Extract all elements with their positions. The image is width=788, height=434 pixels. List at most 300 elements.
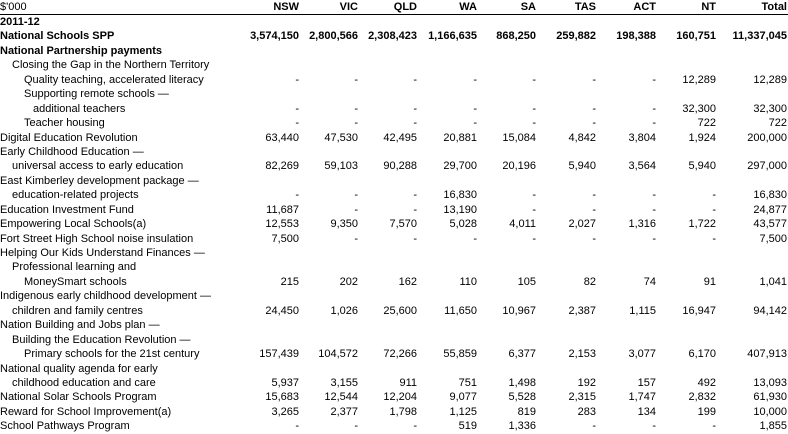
row-label: Supporting remote schools —	[24, 88, 169, 101]
cell-value: -	[712, 203, 716, 216]
cell-value: 134	[637, 405, 656, 418]
cell-value: 162	[398, 275, 417, 288]
cell-value	[597, 361, 657, 375]
cell-value	[657, 145, 717, 159]
cell-value: 63,440	[265, 131, 299, 144]
cell-value	[597, 289, 657, 303]
cell-value: -	[532, 102, 536, 115]
cell-value	[597, 246, 657, 260]
cell-value	[657, 58, 717, 72]
cell-value	[717, 289, 788, 303]
cell-value	[300, 332, 359, 346]
cell-value: -	[592, 232, 596, 245]
cell-value: 751	[458, 376, 477, 389]
cell-value	[418, 289, 478, 303]
table-row	[0, 419, 788, 433]
cell-value	[657, 318, 717, 332]
cell-value	[478, 318, 537, 332]
cell-value: 5,028	[449, 218, 477, 231]
cell-value: 1,747	[628, 391, 656, 404]
row-label: Quality teaching, accelerated literacy	[24, 73, 204, 86]
table-row	[0, 260, 788, 274]
row-label: Early Childhood Education —	[0, 145, 144, 158]
row-label: Education Investment Fund	[0, 203, 134, 216]
cell-value	[537, 15, 597, 30]
cell-value: 1,166,635	[428, 30, 477, 43]
table-row	[0, 159, 788, 173]
cell-value: -	[592, 73, 596, 86]
cell-value	[300, 173, 359, 187]
cell-value	[359, 145, 418, 159]
col-header-qld: QLD	[359, 0, 418, 15]
table-row	[0, 188, 788, 202]
cell-value	[657, 260, 717, 274]
cell-value: 12,553	[265, 218, 299, 231]
cell-value	[240, 318, 300, 332]
table-row	[0, 72, 788, 86]
cell-value: 11,337,045	[732, 30, 787, 43]
cell-value	[597, 15, 657, 30]
cell-value: 2,308,423	[368, 30, 417, 43]
cell-value	[359, 318, 418, 332]
cell-value	[418, 332, 478, 346]
cell-value: 2,387	[568, 304, 596, 317]
cell-value: 911	[399, 376, 417, 389]
cell-value	[478, 260, 537, 274]
cell-value: 7,500	[759, 232, 787, 245]
cell-value: -	[354, 102, 358, 115]
cell-value	[240, 289, 300, 303]
cell-value: -	[295, 73, 299, 86]
cell-value: 3,564	[628, 160, 656, 173]
row-label: National Partnership payments	[0, 44, 162, 57]
cell-value	[300, 318, 359, 332]
cell-value: 1,798	[389, 405, 417, 418]
cell-value	[300, 87, 359, 101]
cell-value	[717, 145, 788, 159]
cell-value: 157,439	[259, 348, 299, 361]
cell-value: -	[413, 420, 417, 433]
cell-value	[240, 246, 300, 260]
cell-value	[478, 145, 537, 159]
cell-value	[478, 87, 537, 101]
cell-value: -	[295, 420, 299, 433]
cell-value: -	[532, 232, 536, 245]
cell-value	[240, 87, 300, 101]
cell-value	[597, 87, 657, 101]
cell-value: 24,450	[265, 304, 299, 317]
cell-value: -	[295, 189, 299, 202]
cell-value	[597, 260, 657, 274]
cell-value	[418, 145, 478, 159]
cell-value: -	[295, 102, 299, 115]
cell-value	[359, 289, 418, 303]
cell-value: 4,842	[568, 131, 596, 144]
cell-value: 32,300	[682, 102, 716, 115]
cell-value: -	[354, 203, 358, 216]
cell-value	[240, 361, 300, 375]
cell-value: 492	[697, 376, 716, 389]
cell-value: -	[652, 189, 656, 202]
cell-value	[717, 332, 788, 346]
cell-value	[359, 332, 418, 346]
cell-value	[359, 15, 418, 30]
cell-value: 29,700	[443, 160, 477, 173]
cell-value	[300, 145, 359, 159]
cell-value	[478, 332, 537, 346]
table-row	[0, 246, 788, 260]
cell-value	[418, 173, 478, 187]
cell-value: 519	[458, 420, 477, 433]
col-header-nt: NT	[657, 0, 717, 15]
cell-value: 110	[459, 275, 477, 288]
cell-value	[240, 58, 300, 72]
cell-value: 1,336	[508, 420, 536, 433]
cell-value: -	[295, 117, 299, 130]
cell-value: 94,142	[753, 304, 787, 317]
cell-value: 72,266	[383, 348, 417, 361]
cell-value: -	[473, 117, 477, 130]
cell-value: 259,882	[556, 30, 596, 43]
cell-value: 3,265	[271, 405, 299, 418]
table-row	[0, 202, 788, 216]
cell-value: -	[592, 117, 596, 130]
cell-value: -	[652, 73, 656, 86]
cell-value	[300, 260, 359, 274]
cell-value: 2,800,566	[309, 30, 358, 43]
table-row	[0, 361, 788, 375]
cell-value: -	[413, 189, 417, 202]
table-row	[0, 390, 788, 404]
cell-value	[359, 173, 418, 187]
cell-value: 2,315	[568, 391, 596, 404]
cell-value: 15,683	[265, 391, 299, 404]
cell-value: 74	[643, 275, 656, 288]
cell-value: -	[652, 117, 656, 130]
cell-value: -	[354, 232, 358, 245]
table-row	[0, 332, 788, 346]
cell-value: -	[712, 420, 716, 433]
cell-value	[657, 43, 717, 57]
cell-value	[418, 361, 478, 375]
cell-value	[597, 145, 657, 159]
cell-value: 9,350	[330, 218, 358, 231]
cell-value	[597, 332, 657, 346]
cell-value: -	[652, 102, 656, 115]
cell-value: 5,940	[688, 160, 716, 173]
row-label: Indigenous early childhood development —	[0, 290, 211, 303]
cell-value: -	[413, 73, 417, 86]
cell-value	[359, 361, 418, 375]
row-label: Fort Street High School noise insulation	[0, 232, 194, 245]
cell-value: 1,026	[330, 304, 358, 317]
row-label: childhood education and care	[12, 376, 156, 389]
row-label: National quality agenda for early	[0, 362, 158, 375]
row-label: Helping Our Kids Understand Finances —	[0, 247, 205, 259]
cell-value: 199	[697, 405, 716, 418]
cell-value	[300, 43, 359, 57]
cell-value: 2,832	[688, 391, 716, 404]
cell-value	[597, 173, 657, 187]
cell-value	[418, 15, 478, 30]
cell-value	[597, 43, 657, 57]
cell-value: 91	[703, 275, 716, 288]
cell-value	[717, 58, 788, 72]
table-row	[0, 318, 788, 332]
cell-value	[537, 318, 597, 332]
unit-label: $'000	[0, 0, 240, 15]
cell-value: -	[413, 203, 417, 216]
table-row	[0, 173, 788, 187]
cell-value	[478, 361, 537, 375]
cell-value: 3,804	[628, 131, 656, 144]
cell-value: 20,881	[443, 131, 477, 144]
row-label: Teacher housing	[24, 117, 105, 130]
cell-value: -	[652, 232, 656, 245]
cell-value: 1,722	[688, 218, 716, 231]
row-label: education-related projects	[12, 189, 139, 202]
cell-value: 202	[339, 275, 358, 288]
cell-value	[418, 246, 478, 260]
cell-value	[359, 87, 418, 101]
cell-value: 283	[577, 405, 596, 418]
cell-value	[478, 15, 537, 30]
cell-value	[359, 43, 418, 57]
table-row	[0, 303, 788, 317]
cell-value	[657, 332, 717, 346]
cell-value: -	[592, 420, 596, 433]
cell-value: 105	[517, 275, 536, 288]
cell-value: 1,316	[628, 218, 656, 231]
cell-value	[537, 289, 597, 303]
cell-value	[717, 318, 788, 332]
cell-value	[359, 260, 418, 274]
table-header-row	[0, 0, 788, 15]
table-row	[0, 347, 788, 361]
table-row	[0, 43, 788, 57]
cell-value: 104,572	[318, 348, 358, 361]
cell-value: 20,196	[502, 160, 536, 173]
cell-value	[240, 173, 300, 187]
cell-value: 10,967	[502, 304, 536, 317]
row-label: additional teachers	[33, 102, 126, 115]
row-label: Reward for School Improvement(a)	[0, 405, 172, 418]
cell-value	[717, 246, 788, 260]
cell-value	[240, 145, 300, 159]
col-header-wa: WA	[418, 0, 478, 15]
cell-value: -	[532, 203, 536, 216]
table-row	[0, 145, 788, 159]
cell-value: 13,093	[753, 376, 787, 389]
cell-value	[240, 15, 300, 30]
table-row	[0, 116, 788, 130]
cell-value: 198,388	[616, 30, 656, 43]
row-label: National Schools SPP	[0, 30, 115, 43]
col-header-vic: VIC	[300, 0, 359, 15]
cell-value	[657, 246, 717, 260]
row-label: Digital Education Revolution	[0, 131, 138, 144]
cell-value: 1,498	[508, 376, 536, 389]
cell-value	[657, 15, 717, 30]
table-row	[0, 231, 788, 245]
cell-value	[537, 145, 597, 159]
cell-value: 90,288	[383, 160, 417, 173]
cell-value: -	[354, 420, 358, 433]
cell-value: 24,877	[753, 203, 787, 216]
cell-value: 10,000	[753, 405, 787, 418]
cell-value	[300, 361, 359, 375]
table-row	[0, 217, 788, 231]
cell-value: 1,115	[629, 304, 656, 317]
cell-value: 47,530	[324, 131, 358, 144]
cell-value	[300, 289, 359, 303]
cell-value	[597, 318, 657, 332]
cell-value	[537, 246, 597, 260]
table-row	[0, 376, 788, 390]
cell-value: 3,155	[330, 376, 358, 389]
cell-value: 2,153	[568, 348, 596, 361]
cell-value: 82	[583, 275, 596, 288]
cell-value	[717, 15, 788, 30]
cell-value: 5,937	[271, 376, 299, 389]
cell-value	[418, 58, 478, 72]
col-header-act: ACT	[597, 0, 657, 15]
table-row	[0, 87, 788, 101]
cell-value	[478, 173, 537, 187]
cell-value: -	[592, 189, 596, 202]
cell-value	[597, 58, 657, 72]
cell-value	[717, 87, 788, 101]
col-header-tas: TAS	[537, 0, 597, 15]
cell-value: 192	[577, 376, 596, 389]
cell-value	[537, 361, 597, 375]
cell-value: 4,011	[509, 218, 536, 231]
cell-value	[359, 246, 418, 260]
cell-value	[717, 260, 788, 274]
table-body	[0, 15, 788, 434]
cell-value: 819	[517, 405, 536, 418]
col-header-nsw: NSW	[240, 0, 300, 15]
cell-value: 12,289	[682, 73, 716, 86]
row-label: Closing the Gap in the Northern Territory	[12, 59, 210, 72]
col-header-total: Total	[717, 0, 788, 15]
cell-value	[657, 173, 717, 187]
cell-value	[300, 58, 359, 72]
row-label: Primary schools for the 21st century	[24, 348, 200, 361]
cell-value	[418, 87, 478, 101]
cell-value: 3,574,150	[250, 30, 299, 43]
row-label: children and family centres	[12, 304, 143, 317]
cell-value	[300, 15, 359, 30]
cell-value	[537, 87, 597, 101]
cell-value: 6,377	[508, 348, 536, 361]
cell-value	[537, 43, 597, 57]
col-header-sa: SA	[478, 0, 537, 15]
row-label: 2011-12	[0, 16, 40, 28]
row-label: Nation Building and Jobs plan —	[0, 319, 160, 332]
cell-value: 722	[697, 117, 716, 130]
cell-value: 16,947	[682, 304, 716, 317]
cell-value: 1,855	[759, 420, 787, 433]
cell-value: 1,041	[759, 275, 787, 288]
cell-value: 16,830	[753, 189, 787, 202]
cell-value: -	[413, 232, 417, 245]
cell-value	[478, 289, 537, 303]
cell-value: -	[413, 117, 417, 130]
cell-value: 407,913	[747, 348, 787, 361]
cell-value: 5,940	[568, 160, 596, 173]
cell-value	[478, 246, 537, 260]
cell-value: -	[532, 189, 536, 202]
cell-value: 9,077	[449, 391, 477, 404]
row-label: School Pathways Program	[0, 420, 130, 433]
cell-value: 43,577	[753, 218, 787, 231]
cell-value: 11,650	[444, 304, 477, 317]
cell-value: 2,027	[568, 218, 596, 231]
cell-value: -	[354, 189, 358, 202]
table-row	[0, 29, 788, 43]
cell-value: 59,103	[324, 160, 358, 173]
cell-value: -	[473, 232, 477, 245]
cell-value	[537, 332, 597, 346]
row-label: Building the Education Revolution —	[12, 333, 191, 346]
cell-value: -	[413, 102, 417, 115]
cell-value	[240, 260, 300, 274]
cell-value	[418, 260, 478, 274]
row-label: Professional learning and	[12, 261, 137, 274]
cell-value: 160,751	[676, 30, 716, 43]
cell-value: 200,000	[747, 131, 787, 144]
cell-value: 25,600	[383, 304, 417, 317]
cell-value: 1,125	[449, 405, 477, 418]
cell-value: 6,170	[688, 348, 716, 361]
cell-value: 11,687	[266, 203, 299, 216]
cell-value: -	[473, 73, 477, 86]
cell-value: -	[592, 203, 596, 216]
cell-value: 16,830	[443, 189, 477, 202]
cell-value: 7,500	[271, 232, 299, 245]
cell-value: 42,495	[383, 131, 417, 144]
cell-value: 13,190	[443, 203, 477, 216]
cell-value: 12,544	[324, 391, 358, 404]
cell-value: 2,377	[330, 405, 358, 418]
cell-value	[478, 43, 537, 57]
cell-value: -	[652, 203, 656, 216]
cell-value: 868,250	[496, 30, 536, 43]
row-label: universal access to early education	[12, 160, 184, 173]
cell-value: 297,000	[747, 160, 787, 173]
row-label: MoneySmart schools	[24, 275, 127, 288]
cell-value: 82,269	[265, 160, 299, 173]
row-label: National Solar Schools Program	[0, 391, 157, 404]
cell-value: 157	[637, 376, 656, 389]
cell-value	[478, 58, 537, 72]
cell-value	[537, 260, 597, 274]
table-row	[0, 404, 788, 418]
cell-value: -	[532, 117, 536, 130]
cell-value: 1,924	[688, 131, 716, 144]
cell-value	[717, 361, 788, 375]
row-label: East Kimberley development package —	[0, 174, 199, 187]
table-row	[0, 274, 788, 288]
cell-value: 55,859	[443, 348, 477, 361]
cell-value	[537, 58, 597, 72]
table-row	[0, 15, 788, 30]
cell-value: 215	[280, 275, 299, 288]
cell-value: -	[354, 117, 358, 130]
cell-value	[240, 43, 300, 57]
cell-value: -	[473, 102, 477, 115]
